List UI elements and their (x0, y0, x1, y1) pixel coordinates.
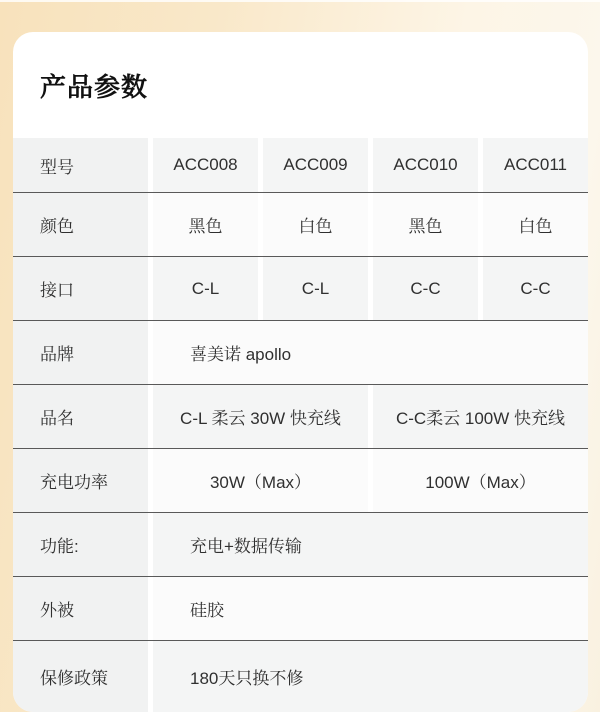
cell-value: 硅胶 (148, 577, 588, 640)
cell-value: 充电+数据传输 (148, 513, 588, 576)
table-row-brand (13, 321, 588, 385)
cell-value: C-C (368, 257, 478, 320)
cell-value: C-L (258, 257, 368, 320)
row-label: 保修政策 (13, 641, 148, 712)
cell-value: 白色 (258, 193, 368, 256)
row-label: 外被 (13, 577, 148, 640)
row-label: 型号 (13, 138, 148, 192)
table-row-warranty (13, 641, 588, 712)
table-row-jacket (13, 577, 588, 641)
table-row-charging-power (13, 449, 588, 513)
cell-value: C-L (148, 257, 258, 320)
table-row-model (13, 138, 588, 193)
cell-value: 黑色 (148, 193, 258, 256)
cell-value: C-C柔云 100W 快充线 (368, 385, 588, 448)
page-title: 产品参数 (40, 71, 149, 102)
cell-value: 白色 (478, 193, 588, 256)
cell-value: 喜美诺 apollo (148, 321, 588, 384)
row-label: 接口 (13, 257, 148, 320)
cell-value: 100W（Max） (368, 449, 588, 512)
row-label: 品牌 (13, 321, 148, 384)
top-highlight-strip (0, 0, 600, 2)
cell-value: ACC010 (368, 138, 478, 192)
cell-value: 黑色 (368, 193, 478, 256)
cell-value: C-C (478, 257, 588, 320)
cell-value: ACC009 (258, 138, 368, 192)
row-label: 品名 (13, 385, 148, 448)
table-row-interface (13, 257, 588, 321)
row-label: 颜色 (13, 193, 148, 256)
row-label: 充电功率 (13, 449, 148, 512)
cell-value: ACC008 (148, 138, 258, 192)
spec-table (13, 138, 588, 712)
cell-value: C-L 柔云 30W 快充线 (148, 385, 368, 448)
table-row-color (13, 193, 588, 257)
table-row-function (13, 513, 588, 577)
row-label: 功能: (13, 513, 148, 576)
card-header (13, 32, 588, 138)
product-spec-card (13, 32, 588, 712)
cell-value: ACC011 (478, 138, 588, 192)
cell-value: 180天只换不修 (148, 641, 588, 712)
table-row-product-name (13, 385, 588, 449)
cell-value: 30W（Max） (148, 449, 368, 512)
